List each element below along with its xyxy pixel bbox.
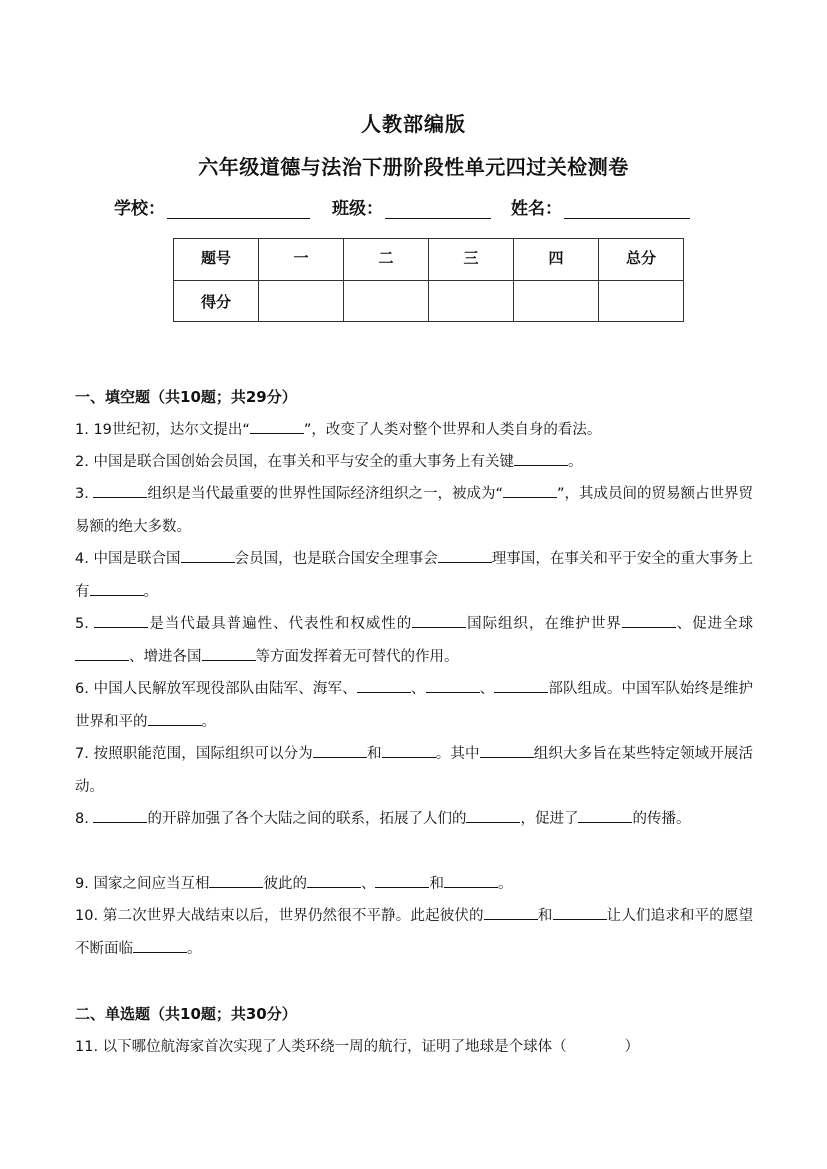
question-text: 。 <box>143 583 158 600</box>
answer-blank[interactable] <box>553 904 607 920</box>
answer-blank[interactable] <box>313 742 367 758</box>
question-text: 国际组织，在维护世界 <box>466 616 622 632</box>
question-text: 、促进全球 <box>675 616 754 632</box>
score-cell[interactable] <box>429 281 514 322</box>
student-info <box>114 194 690 219</box>
question-text: 让人们追求和平的愿望不断面临 <box>75 908 754 957</box>
question-text: 4. 中国是联合国 <box>75 551 181 567</box>
score-table <box>173 238 684 322</box>
answer-blank[interactable] <box>93 807 147 823</box>
question-text: 。 <box>201 713 216 730</box>
question-text: ”，其成员间的贸易额占世界贸易额的绝大多数。 <box>75 486 754 535</box>
name-input-line[interactable] <box>564 200 690 219</box>
score-cell[interactable] <box>514 281 599 322</box>
header-cell: 总分 <box>599 239 684 281</box>
question-10 <box>75 900 753 965</box>
question-text: 理事国，在事关和平于安全的重大事务上有 <box>75 551 754 600</box>
answer-blank[interactable] <box>250 418 304 434</box>
answer-blank[interactable] <box>494 677 548 693</box>
answer-blank[interactable] <box>382 742 436 758</box>
question-text: 和 <box>429 876 444 892</box>
question-7 <box>75 738 753 803</box>
answer-blank[interactable] <box>209 872 263 888</box>
answer-blank[interactable] <box>357 677 411 693</box>
score-label-cell: 得分 <box>174 281 259 322</box>
answer-blank[interactable] <box>202 645 256 661</box>
question-text: 10. 第二次世界大战结束以后，世界仍然很不平静。此起彼伏的 <box>75 908 484 924</box>
question-text: 和 <box>366 746 382 762</box>
school-input-line[interactable] <box>167 200 310 219</box>
question-text: 是当代最具普遍性、代表性和权威性的 <box>148 616 413 632</box>
question-text: 5. <box>75 616 95 632</box>
question-5 <box>75 608 753 673</box>
question-text: 3. <box>75 486 94 502</box>
question-4 <box>75 543 753 608</box>
question-text: 的开辟加强了各个大陆之间的联系，拓展了人们的 <box>147 811 467 827</box>
question-text: 1. 19世纪初，达尔文提出“ <box>75 422 250 438</box>
question-text: 和 <box>537 908 553 924</box>
answer-blank[interactable] <box>181 547 235 563</box>
question-text: 9. 国家之间应当互相 <box>75 876 210 892</box>
question-text: 。其中 <box>435 746 480 762</box>
question-2 <box>75 446 753 479</box>
question-text: 、增进各国 <box>129 648 202 665</box>
question-text: 7. 按照职能范围，国际组织可以分为 <box>75 746 313 762</box>
question-text: 、 <box>410 681 426 697</box>
section-heading: 二、单选题（共10题；共30分） <box>75 1005 297 1023</box>
question-1 <box>75 414 753 447</box>
answer-blank[interactable] <box>514 450 568 466</box>
school-field <box>114 194 310 219</box>
class-input-line[interactable] <box>385 200 491 219</box>
question-text: 。 <box>567 454 583 470</box>
score-cell[interactable] <box>259 281 344 322</box>
answer-blank[interactable] <box>466 807 520 823</box>
answer-blank[interactable] <box>75 645 129 661</box>
question-text: 会员国，也是联合国安全理事会 <box>234 551 438 567</box>
answer-blank[interactable] <box>412 612 466 628</box>
score-cell[interactable] <box>344 281 429 322</box>
question-8 <box>75 803 753 836</box>
question-11 <box>75 1031 753 1064</box>
answer-blank[interactable] <box>307 872 361 888</box>
question-text: 、 <box>360 876 376 892</box>
question-text: 的传播。 <box>632 811 691 827</box>
score-table-score-row <box>174 281 684 322</box>
answer-blank[interactable] <box>438 547 492 563</box>
exam-title: 六年级道德与法治下册阶段性单元四过关检测卷 <box>198 155 629 179</box>
question-text: 部队组成。中国军队始终是维护世界和平的 <box>75 681 754 730</box>
section-heading: 一、填空题（共10题；共29分） <box>75 388 297 406</box>
answer-blank[interactable] <box>90 580 144 596</box>
answer-blank[interactable] <box>503 482 557 498</box>
answer-blank[interactable] <box>444 872 498 888</box>
header-cell: 题号 <box>174 239 259 281</box>
question-text: ，促进了 <box>520 811 579 827</box>
question-text: 。 <box>497 876 513 892</box>
school-label: 学校： <box>114 199 165 219</box>
question-text: 组织是当代最重要的世界性国际经济组织之一，被成为“ <box>147 486 503 502</box>
question-text: 等方面发挥着无可替代的作用。 <box>255 648 459 665</box>
question-text: 2. 中国是联合国创始会员国，在事关和平与安全的重大事务上有关键 <box>75 454 514 470</box>
question-text: 组织大多旨在某些特定领域开展活动。 <box>75 746 754 795</box>
answer-blank[interactable] <box>484 904 538 920</box>
question-9 <box>75 868 753 901</box>
question-text: 8. <box>75 811 94 827</box>
answer-blank[interactable] <box>148 710 202 726</box>
name-field <box>511 194 690 219</box>
question-text: 6. 中国人民解放军现役部队由陆军、海军、 <box>75 681 357 697</box>
answer-blank[interactable] <box>94 612 148 628</box>
answer-blank[interactable] <box>622 612 676 628</box>
question-text: 彼此的 <box>263 876 307 892</box>
score-cell[interactable] <box>599 281 684 322</box>
answer-blank[interactable] <box>426 677 480 693</box>
answer-blank[interactable] <box>93 482 147 498</box>
question-text: 、 <box>479 681 495 697</box>
answer-blank[interactable] <box>375 872 429 888</box>
answer-blank[interactable] <box>578 807 632 823</box>
publisher-title: 人教部编版 <box>361 112 466 136</box>
answer-blank[interactable] <box>480 742 534 758</box>
question-3 <box>75 478 753 543</box>
answer-blank[interactable] <box>133 937 187 953</box>
class-field <box>332 194 491 219</box>
header-cell: 四 <box>514 239 599 281</box>
class-label: 班级： <box>332 199 383 219</box>
question-6 <box>75 673 753 738</box>
question-text: 11. 以下哪位航海家首次实现了人类环绕一周的航行，证明了地球是个球体（ ） <box>75 1039 640 1055</box>
header-cell: 二 <box>344 239 429 281</box>
score-table-header-row <box>174 239 684 281</box>
question-text: 。 <box>187 940 202 957</box>
header-cell: 三 <box>429 239 514 281</box>
name-label: 姓名： <box>511 199 562 219</box>
question-text: ”，改变了人类对整个世界和人类自身的看法。 <box>303 422 602 438</box>
header-cell: 一 <box>259 239 344 281</box>
